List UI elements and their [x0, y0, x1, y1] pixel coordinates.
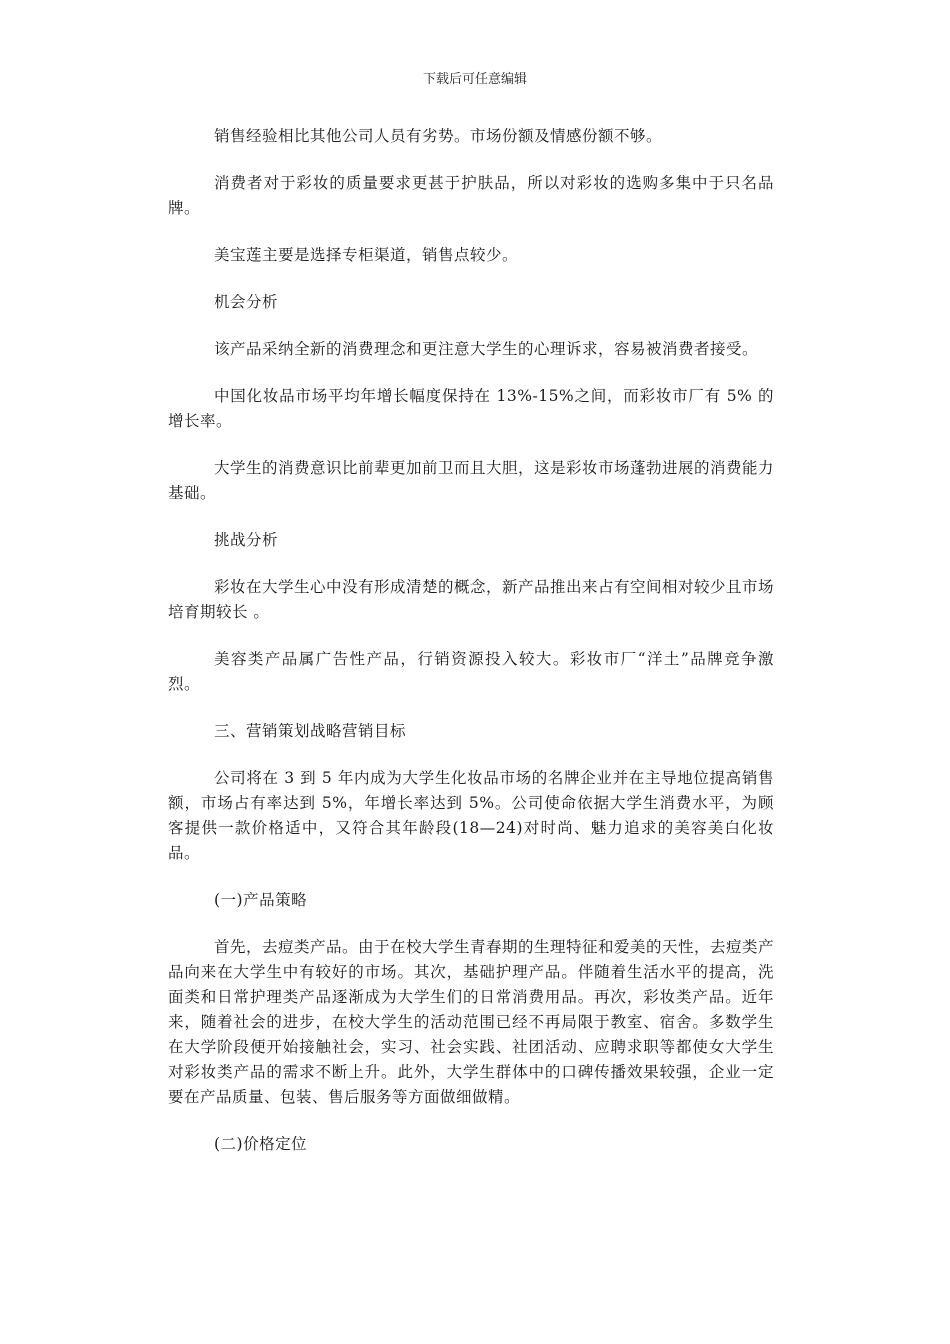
paragraph: 中国化妆品市场平均年增长幅度保持在 13%-15%之间，而彩妆市厂有 5% 的增长率。 [168, 387, 774, 430]
paragraph: 首先，去痘类产品。由于在校大学生青春期的生理特征和爱美的天性，去痘类产品向来在大学生中有较好的市场。其次，基础护理产品。伴随着生活水平的提高，洗面类和日常护理类产品逐渐成为大学生们的日常消费用品。再次，彩妆类产品。近年来，随着社会的进步，在校大学生的活动范围已经不再局限于教室、宿舍。多数学生在大学阶段便开始接触社会，实习、社会实践、社团活动、应聘求职等都使女大学生对彩妆类产品的需求不断上升。此外，大学生群体中的口碑传播效果较强，企业一定要在产品质量、包装、售后服务等方面做细做精。 [168, 938, 775, 1106]
section-heading-challenge: 挑战分析 [214, 531, 279, 549]
paragraph: 美宝莲主要是选择专柜渠道，销售点较少。 [214, 246, 519, 264]
section-heading-price: (二)价格定位 [214, 1135, 308, 1153]
paragraph: 公司将在 3 到 5 年内成为大学生化妆品市场的名牌企业并在主导地位提高销售额，市场占有率达到 5%，年增长率达到 5%。公司使命依据大学生消费水平，为顾客提供一款价格适中，又符合其年龄段(18—24)对时尚、魅力追求的美容美白化妆品。 [168, 769, 774, 862]
document-body [168, 124, 774, 1179]
page-header: 下载后可任意编辑 [422, 72, 527, 87]
section-heading-strategy: 三、营销策划战略营销目标 [214, 722, 407, 740]
section-heading-opportunity: 机会分析 [214, 293, 279, 311]
paragraph: 该产品采纳全新的消费理念和更注意大学生的心理诉求，容易被消费者接受。 [214, 340, 759, 358]
section-heading-product: (一)产品策略 [214, 891, 308, 909]
paragraph: 彩妆在大学生心中没有形成清楚的概念，新产品推出来占有空间相对较少且市场培育期较长 。 [168, 578, 775, 621]
paragraph: 消费者对于彩妆的质量要求更甚于护肤品，所以对彩妆的选购多集中于只名品牌。 [168, 174, 774, 217]
paragraph: 销售经验相比其他公司人员有劣势。市场份额及情感份额不够。 [214, 127, 663, 145]
paragraph: 大学生的消费意识比前辈更加前卫而且大胆，这是彩妆市场蓬勃进展的消费能力基础。 [168, 459, 775, 502]
paragraph: 美容类产品属广告性产品，行销资源投入较大。彩妆市厂“洋土”品牌竞争激烈。 [168, 650, 774, 693]
